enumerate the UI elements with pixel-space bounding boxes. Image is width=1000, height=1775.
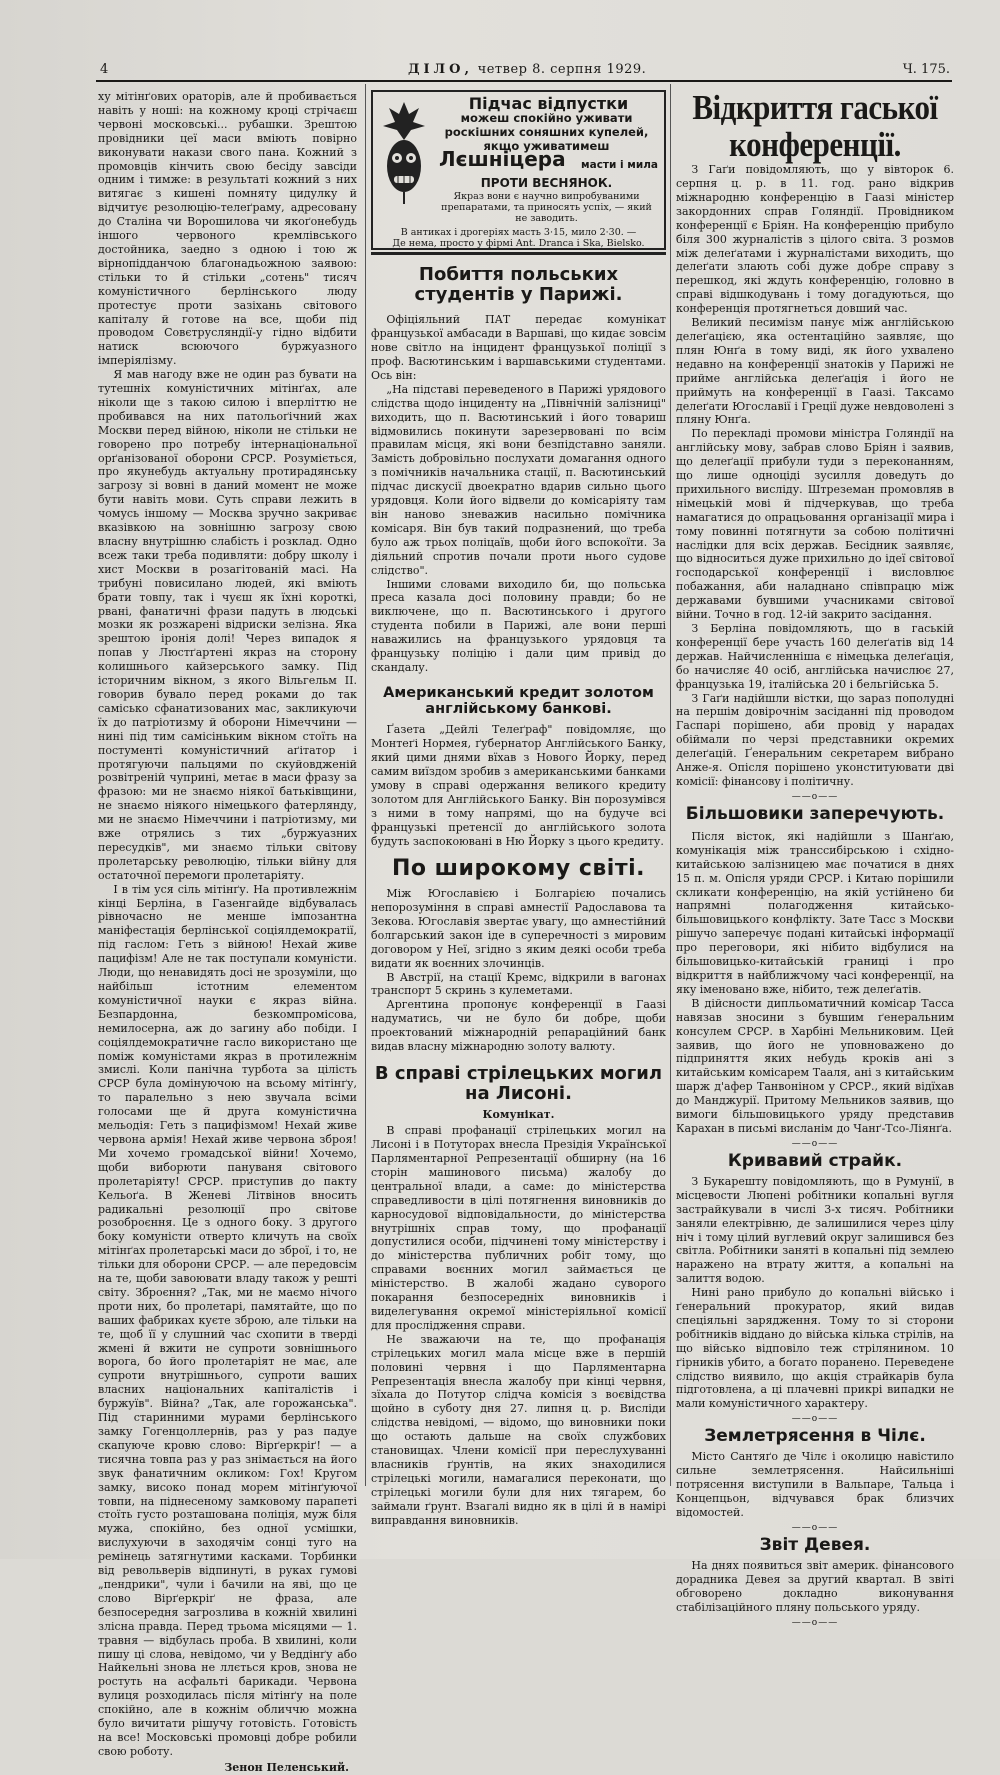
ad-subline: можеш спокійно уживати роскішних соняшних купелей, якщо уживатимеш — [444, 110, 649, 153]
column-divider — [670, 84, 671, 1486]
column-3 — [676, 87, 954, 1628]
ad-vendor: Де нема, просто у фірмі Ant. Dranca i Ska, Bielsko. — [392, 237, 645, 249]
separator: ——o—— — [791, 791, 839, 802]
paragraph: В справі профанації стрілецьких могил на Лисоні і в Потуторах внесла Презідія Української Парляментарної Репрезентації обширну (на 16 сторін машинового письма) жалобу до центральної влади, а саме: до міністерства справедливости в цілі потягнення виновників до карносудової відповідальности, до міністерства внутрішніх справ тому, що профанації допустилися особи, підчинені тому міністерству і до міністерства публичних робіт тому, що справами воєнних могил займається це міністерство. В жалобі жадано суворого покарання безпосередніх виновників і виделегування окремої міністеріяльної комісії для прослідження справи. — [371, 1124, 666, 1332]
ad-headline: Підчас відпустки — [468, 94, 629, 113]
headline-chile-earthquake: Землетрясення в Чілє. — [704, 1426, 926, 1447]
paragraph: Офіціяльний ПАТ передає комунікат французької амбасади в Варшаві, що кидає зовсім нове світло на інцидент французької поліції з проф. Васютинським і варшавськими студентами. Ось він: — [371, 313, 666, 382]
masthead — [96, 60, 950, 80]
ad-claim: Якраз вони є научно випробуваними препаратами, та приносять успіх, — який не заводить. — [441, 190, 652, 224]
separator: ——o—— — [791, 1522, 839, 1533]
paragraph: Нині рано прибуло до копальні військо і ґенеральний прокуратор, який видав спеціяльні зарядження. Тому то зі сторони робітників віддано до війська кілька стрілів, на що військо відповіло теж стрілянином. 10 ґірників убито, а богато поранено. Переведене слідство виявило, що акція страйкарів була підготовлена, а ці плачевні прикрі випадки не мали комуністичного характеру. — [676, 1286, 954, 1411]
headline-davey-report: Звіт Девея. — [759, 1534, 871, 1555]
paragraph: Місто Сантяґо де Чілє і околицю навістило сильне землетрясення. Найсильніші потрясення виступили в Вальпаре, Тальца і Концепцьон, відчувався брак близчих відомостей. — [676, 1450, 954, 1519]
paragraph: Іншими словами виходило би, що польська преса казала досі половину правди; бо не виключене, що п. Васютинського і другого студента побили в Парижі, але вони перші наважились на французького урядовця та французьку поліцію і дали цим привід до скандалу. — [371, 577, 666, 674]
subheadline: Комунікат. — [482, 1108, 555, 1122]
headline-polish-students: Побиття польських студентів у Парижі. — [414, 264, 623, 306]
ad-prices: В антиках і дрогеріях масть 3·15, мило 2·30. — — [400, 226, 637, 238]
masthead-rule — [96, 80, 952, 82]
paragraph: Між Югославією і Болгарією почались непорозуміння в справі амнестії Радославова та Зекова. Югославія звертає увагу, що амнестійний болгарський закон іде в суперечності з мировим договором у Неї, згідно з яким деякі особи треба видати як воєнних злочинців. — [371, 887, 666, 970]
paragraph: В дійсности дипльоматичний комісар Тасса навязав зносини з бувшим ґенеральним консулем СРСР. в Харбіні Мельниковим. Цей заявив, що його не уповноважено до підприняття яких небудь кроків ані з китайським комісарем Тааля, ані з китайським шарж д'афер Танвоніном у СРСР., який відїхав до Манджурії. Притому Мельников заявив, що вимоги більшовицького уряду представив Карахан в письмі висланім до Чанґ-Тсо-Ліянґа. — [676, 996, 954, 1135]
ad-brand-products: масти і мила — [581, 158, 658, 171]
headline-bloody-strike: Кривавий страйк. — [727, 1150, 903, 1171]
paragraph: На днях появиться звіт америк. фінансового дорадника Девея за другий квартал. В звіті обговорено докладно виконування стабілізаційного пляну польського уряду. — [676, 1558, 954, 1614]
masthead-center — [408, 60, 646, 80]
paragraph: В Австрії, на стації Кремс, відкрили в вагонах транспорт 5 скринь з кулеметами. — [371, 970, 666, 998]
separator: ——o—— — [791, 1617, 839, 1628]
issue-number: Ч. 175. — [902, 62, 950, 77]
paragraph: З Гаґи повідомляють, що у вівторок 6. серпня ц. р. в 11. год. рано відкрив міжнародню конференцію в Гаазі міністер закордонних справ Голяндії. Провідником конференції є Бріян. На конференцію прибуло біля 300 журналістів з цілого світа. З розмов між делеґатами і журналістами виходить, що делеґати злають собі дуже добре справу з перешкод, які ждуть конференцію, головно в справі відшкодувань і тому догадуються, що конференція протягнеться довший час. — [676, 163, 954, 316]
ad-purpose: ПРОТИ ВЕСНЯНОК. — [480, 175, 613, 190]
paper-name: ДІЛО, — [408, 62, 473, 77]
page-number: 4 — [100, 62, 109, 77]
headline-hague-conference: Відкриття гаської конференції. — [692, 87, 938, 164]
ad-underline — [371, 252, 666, 255]
headline-american-credit: Американський кредит золотом англійському банкові. — [383, 684, 654, 718]
article-signature: Зенон Пеленський. — [224, 1760, 349, 1774]
column-divider — [365, 84, 366, 1486]
paragraph: Я мав нагоду вже не один раз бувати на тутешніх комуністичних мітінґах, але ніколи ще з такою силою і вперліттю не пробивався на них патольоґічний жах Москви перед війною, ніколи не стільки не говорено про потребу інтернаціональної орґанізованої оборони СРСР. Розуміється, про якунебудь актуальну протирадянську загрозу зі вовні в даний момент не може бути навіть мови. Суть справи лежить в чомусь іншому — Москва зручно закриває вказівкою на зовнішню загрозу свою власну внутрішню слабість і розклад. Одно всеж таки треба подивляти: добру школу і хист Москви в розагітованій масі. На трибуні повисилано людей, які вміють брати товпу, так і чуєш як їхні короткі, рвані, фанатичні фрази падуть в людські мозки як розжарені відриски зелізна. Яка зрештою іронія долі! Через випадок я попав у Люстґартені якраз на сторону колишнього кайзерського замку. Під історичним вікном, з якого Вільгельм II. говорив бувало перед роками до так самісько сфанатизованих мас, закликуючи їх до патріотизму й оборони Німеччини — нині під тим самісіньким вікном стоїть на постументі комуністичний аґітатор і протягуючи пальцями по скуйовдженій розвітреній чуприні, метає в маси фразу за фразою: ми не знаємо ніякої батьківщини, не знаємо ніякого німецького фатерлянду, ми не знаємо Німеччини і патріотизму, ми вже отрялись з тих „буржуазних пересудків", ми знаємо тільки світову пролетарську революцію, тільки війну для остаточної перемоги пролетаріяту. — [98, 368, 357, 882]
headline-bolsheviks-deny: Більшовики заперечують. — [685, 803, 945, 824]
headline-riflemen-graves: В справі стрілецьких могил на Лисоні. — [374, 1063, 663, 1105]
paragraph: ху мітінґових ораторів, але й пробивається навіть у ноші: на кожному кроці стрічаєш червоні московські... рубашки. Зрештою провідники цеї маси вміють повірно виконувати накази свого пана. Кожний з промовців кінчить свою бесіду завсіди одним і тимже: в результаті кожний з них витягає з кишені помняту цидулку й відчитує резолюцію-телеґраму, адресовану до Сталіна чи Ворошилова чи якоґонебудь іншого червоного кремлівського достойника, заедно з одною і тою ж вірнопідданчою благонадьожною заявою: стільки то й стільки „сотень" тисяч комуністичного берлінського люду протестує проти зазіхань світового капіталу й готове на все, щоби під проводом Совєтрусляндії-у гідно відбити натиск всюючого буржуазного імперіялізму. — [98, 90, 357, 368]
column-2 — [371, 90, 666, 1527]
paragraph: З Берліна повідомляють, що в гаській конференції бере участь 160 делеґатів від 14 держав. Найчисленніша є німецька делеґація, бо начисляє 40 осіб, англійська начислює 27, французька 19, італійська 20 і бельгійська 5. — [676, 622, 954, 691]
ad-brand-row — [435, 146, 658, 177]
column-1 — [98, 90, 357, 1774]
paragraph: Після вісток, які надійшли з Шанґаю, комунікація між транссибірською і східно-китайською залізницею має початися в днях 15 п. м. Опісля уряди СРСР. і Китаю порішили скликати конференцію, на якій устійнено би напрямні полагодження китайсько-більшовицького конфлікту. Зате Тасс з Москви рішучо заперечує подані китайські інформації про переговори, які нібито відбулися на більшовицько-китайській границі і про відкриття в найближчому часі конференції, на яку іменовано вже, нібито, теж делеґатів. — [676, 829, 954, 996]
issue-date: четвер 8. серпня 1929. — [477, 62, 647, 77]
advertisement — [371, 90, 666, 250]
paragraph: Не зважаючи на те, що профанація стрілецьких могил мала місце вже в першій половині червня і що Парляментарна Репрезентація внесла жалобу при кінці червня, зїхала до Потутор слідча комісія з воєвідства щойно в суботу дня 27. липня ц. р. Висліди слідства невідомі, — відомо, що виновники поки що остають дальше на своїх службових становищах. Члени комісії при переслухуванні власників ґрунтів, на яких знаходилися стрілецькі могили, намагалися переконати, що стрілецькі могили були для них тягарем, бо займали ґрунт. Взагалі видно як в цілі й в намірі виправдання виновників. — [371, 1332, 666, 1527]
paragraph: „На підставі переведеного в Парижі урядового слідства щодо інциденту на „Північній залізниці" виходить, що п. Васютинський і його товариш відмовились покинути зарезервовані по всім правилам місця, які вони безпідставно заняли. Замість добровільно послухати домагання одного з помічників начальника стації, п. Васютинський підчас дискусії двоекратно вдарив сильно цього урядовця. Коли його відвели до комісаріяту там він наново зневажив насильно помічника комісаря. Він був такий подразнений, що треба було аж трьох поліцаїв, щоби його вспокоїти. За діяльний спротив почали проти нього судове слідство". — [371, 382, 666, 577]
paragraph: І в тім уся сіль мітінґу. На противлежнім кінці Берліна, в Газенгайде відбувалась рівночасно не менше імпозантна маніфестація берлінської соціялдемократії, під гаслом: Геть з війною! Нехай живе пацифізм! Але не так поступали комуністи. Люди, що ненавидять досі не зрозуміли, що найбільш істотним елементом комуністичної науки є якраз війна. Безпардонна, безкомпромісова, немилосерна, аж до загину або побіди. І соціялдемократичне гасло використано ще поміж комуністами якраз в протилежнім змислі. Коли панічна турбота за цілість СРСР була домінуючою на всьому мітінґу, то паралельно з нею звучала всіми голосами ще й друга комуністична мельодія: Геть з пацифізмом! Нехай живе червона армія! Нехай живе червона зброя! Ми хочемо громадської війни! Хочемо, щоби виборюти пануваня світового пролетаріяту! СРСР. приступив до пакту Кельоґа. В Женеві Літвінов вносить радикальні резолюції про світове розоброєння. Це з одного боку. З другого боку комуністи отверто кличуть на своїх мітінґах пролетарські маси до зброї, і то, не тільки для оборони СРСР. — але передовсім на те, щоби завоювати владу також у решті світу. Зброєння? „Так, ми не маємо нічого проти них, бо пролетарі, памятайте, що по ваших фабриках куєте зброю, але тільки на те, щоб її у слушний час схопити в тверді жмені й вжити не супроти зовнішнього ворога, бо його пролетаріят не має, але супроти внутрішнього, супроти ваших власних національних капіталістів і буржуїв". Війна? „Так, але горожанська". Під старинними мурами берлінського замку Гогенцоллернів, раз у раз падуе скапуюче кровю слово: Вірґеркріґ! — а тисячна товпа раз у раз знімається на його звук фанатичним окликом: Гох! Кругом замку, високо понад морем мітінґуючої товпи, на піднесеному замковому парапеті стоїть густо розташована поліція, муж біля мужа, спокійно, без одної усмішки, вислухуючи в заходячім сонці туго на ремінець затягнутими касками. Торбинки від револьверів відпинуті, в руках гумові „пендрики", чули і бачили на яві, що це слово Вірґеркріґ не фраза, але безпосередня загрозлива в кожній хвилині злісна правда. Перед трьома місяцями — 1. травня — відбулась проба. В хвилині, коли пишу ці слова, невідомо, чи у Веддінґу або Найкельні знова не ллється кров, знова не ростуть на асфальті барикади. Червона вулиця розходилась після мітінґу на поле спокійно, але в кожнім обличчю можна було вичитати рішучу готовість. Готовість на все! Московські промовці добре робили свою роботу. — [98, 882, 357, 1758]
separator: ——o—— — [791, 1138, 839, 1149]
ad-brand: Лєшніцера — [439, 146, 566, 171]
paragraph: По перекладі промови міністра Голяндії на англійську мову, забрав слово Бріян і заявив, що делеґації прибули туди з переконанням, що лише одноціді зусилля доведуть до прихильного висліду. Штреземан промовляв в німецькій мові й підчеркував, що треба намагатися до опрацьовання організації мира і тому повинні потягнути за собою політичні наслідки для всіх держав. Бесідник заявляє, що відноситься дуже прихильно до ідеї світової господарської конференції і висловлює побажання, аби наладнано співпрацю між державами бувшими учасниками світової війни. Точно в год. 12-ій закрито засідання. — [676, 427, 954, 622]
african-mask-icon — [379, 100, 429, 204]
paragraph: Аргентина пропонує конференції в Гаазі надуматись, чи не було би добре, щоби проектований міжнародній репараційний банк видав власну міжнародню золоту валюту. — [371, 998, 666, 1054]
headline-wide-world: По широкому світі. — [391, 855, 645, 881]
separator: ——o—— — [791, 1414, 839, 1425]
paragraph: З Гаґи надійшли вістки, що зараз пополудні на першім довірочнім засіданні під проводом Гаспарі порішено, аби провід у нарадах обіймали по черзі представники окремих делеґацій. Ґенеральним секретарем вибрано Анже-я. Опісля порішено уконституювати дві комісії: фінансову і політичну. — [676, 691, 954, 788]
paragraph: Великий песимізм панує між англійською делеґацією, яка остентаційно заявляє, що плян Юнґа в тому виді, як його ухвалено недавно на конференції знатоків у Парижі не прийме англійська делеґація і його не приймуть на конференції в Гаазі. Таксамо делеґати Югославії і Греції дуже невдоволені з пляну Юнґа. — [676, 316, 954, 427]
paragraph: З Букарешту повідомляють, що в Румунії, в місцевости Люпені робітники копальні вугля застрайкували в числі 3-х тисяч. Робітники заняли електрівню, де залишилися через цілу ніч і тому цілий вуглевий округ залишився без світла. Робітники заняті в копальні під землею наражено на втрату життя, а копальні на залиття водою. — [676, 1174, 954, 1286]
paragraph: Ґазета „Дейлі Телеґраф" повідомляє, що Монтеґі Нормея, ґубернатор Англійського Банку, який цими днями вїхав з Нового Йорку, перед самим виїздом зробив з американськими банками умову в справі одержання великого кредиту золотом для Англійського Банку. Він порозумівся з ними в тому напрямі, що на будуче всі французькі претенсії до англійського золота будуть заспокоювані в Ню Йорку з цього кредиту. — [371, 723, 666, 848]
